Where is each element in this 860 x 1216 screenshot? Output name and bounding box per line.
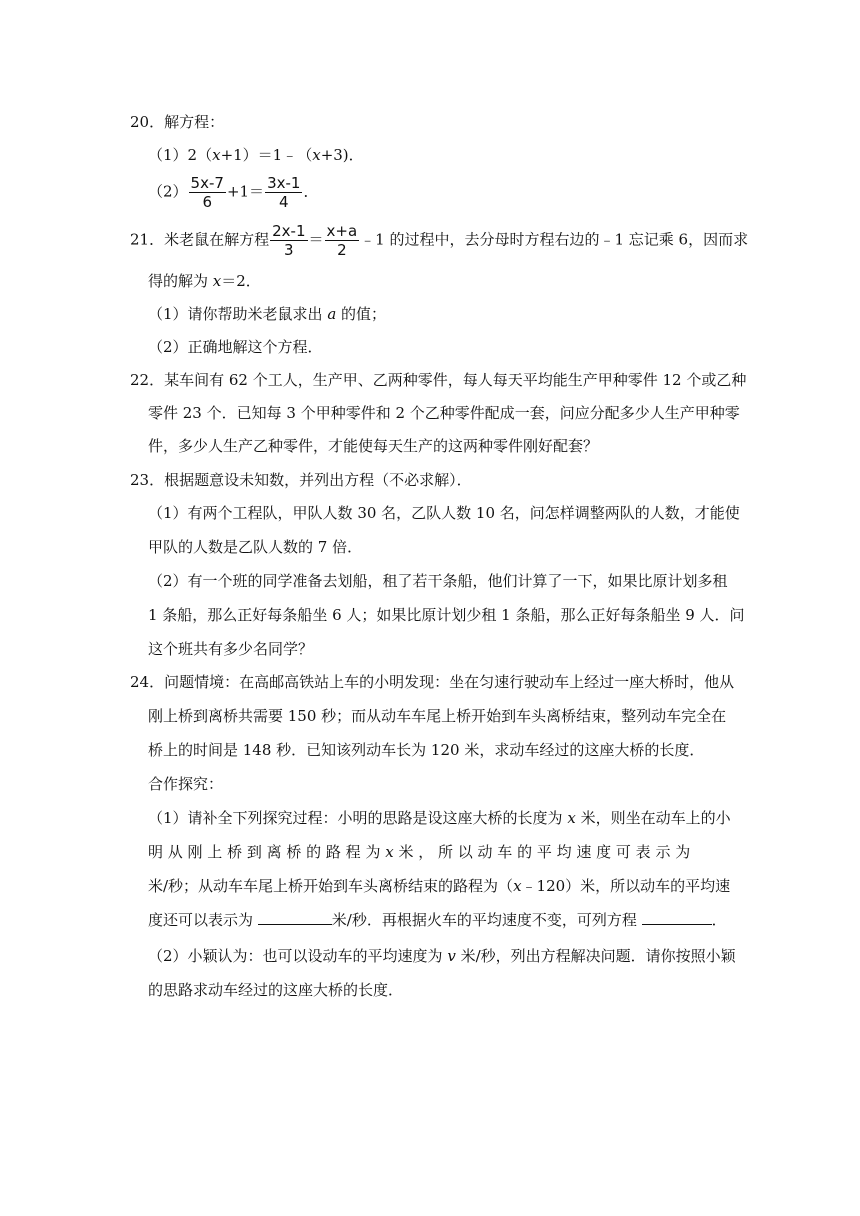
fraction-numerator: 2x-1 [272,222,306,240]
fraction [265,174,302,211]
q24-p2-line1 [148,946,736,966]
q24-p1-line3 [148,876,730,896]
q20-part1 [148,145,364,165]
fraction-numerator: x+a [326,222,358,240]
q24-coop: 合作探究： [148,775,224,793]
fraction-numerator: 5x-7 [190,174,224,192]
q21-text: 得的解为 [148,272,213,290]
q24-text: 米/秒，列出方程解决问题．请你按照小颖 [455,947,736,965]
q24-text: 米 ， 所 以 动 车 的 平 均 速 度 可 表 示 为 [393,843,691,861]
var-x: x [385,843,394,861]
q20-number: 20． [130,113,165,131]
q20-p2-text: ． [303,182,319,201]
q23-p2-line1: （2）有一个班的同学准备去划船，租了若干条船，他们计算了一下，如果比原计划多租 [148,572,728,590]
q24-text: （2）小颖认为：也可以设动车的平均速度为 [148,947,448,965]
q20-title: 解方程： [164,113,225,131]
var-x: x [212,272,222,290]
fraction-numerator: 3x-1 [267,174,301,192]
answer-blank[interactable] [258,910,332,925]
var-x: x [212,146,221,164]
q24-text: 米，则坐在动车上的小 [575,809,731,827]
q24-text: 明 从 刚 上 桥 到 离 桥 的 路 程 为 [148,843,386,861]
q21-p1-text: （1）请你帮助米老鼠求出 [148,305,328,323]
q21-text: ＝2． [221,272,261,290]
q23-p1-line2: 甲队的人数是乙队人数的 7 倍． [148,538,363,556]
q24-text: （1）请补全下列探究过程：小明的思路是设这座大桥的长度为 [148,809,568,827]
q24-text: 度还可以表示为 [148,911,258,929]
q24-text: ． [711,911,727,929]
q21-part2: （2）正确地解这个方程． [148,338,323,356]
q20-p1-text: +1）＝1﹣（ [220,146,313,164]
q21-p1-text: 的值； [336,305,387,323]
q20-p1-text: +3)． [320,146,364,164]
q21-part1 [148,304,386,324]
q24-line2: 刚上桥到离桥共需要 150 秒；而从动车车尾上桥开始到车头离桥结束，整列动车完全在 [148,707,727,725]
q24-text: 米/秒．再根据火车的平均速度不变，可列方程 [331,911,642,929]
q24-p1-line4 [148,910,727,930]
q22-line2: 零件 23 个．已知每 3 个甲种零件和 2 个乙种零件配成一套，问应分配多少人生产甲种零 [148,404,740,422]
q24-line1 [130,672,734,692]
q23-p2-line3: 这个班共有多少名同学？ [148,640,314,658]
fraction-denominator: 6 [202,193,213,211]
answer-blank[interactable] [642,910,712,925]
q23-number: 23． [130,471,165,489]
fraction-denominator: 2 [337,241,347,259]
q24-p2-line2: 的思路求动车经过的这座大桥的长度． [148,981,404,999]
q21-text: ＝ [308,230,324,249]
q20-heading [130,112,224,132]
var-x: x [567,809,576,827]
q22-line3: 件，多少人生产乙种零件，才能使每天生产的这两种零件刚好配套？ [148,437,599,455]
q20-p2-label: （2） [148,182,188,201]
q21-line1 [130,222,748,259]
q21-number: 21． [130,230,165,249]
q23-p2-line2: 1 条船，那么正好每条船坐 6 人；如果比原计划少租 1 条船，那么正好每条船坐 9 人．问 [148,606,745,624]
q24-number: 24． [130,673,165,691]
var-v: v [447,947,456,965]
q20-p1-label: （1） [148,146,188,164]
q22-number: 22． [130,371,165,389]
q21-text: 米老鼠在解方程 [164,230,270,249]
q20-p1-text: 2（ [187,146,213,164]
q24-text: 米/秒；从动车车尾上桥开始到车头离桥结束的路程为（ [148,877,514,895]
fraction [325,222,360,259]
q20-part2 [148,174,318,211]
q20-p2-text: +1＝ [226,182,265,201]
var-a: a [327,305,337,323]
fraction [189,174,226,211]
fraction [270,222,307,259]
q24-line3: 桥上的时间是 148 秒．已知该列动车长为 120 米，求动车经过的这座大桥的长度． [148,741,705,759]
q22-text: 某车间有 62 个工人，生产甲、乙两种零件，每人每天平均能生产甲种零件 12 个或乙种 [164,371,747,389]
q24-p1-line1 [148,808,731,828]
q24-text: ﹣120）米，所以动车的平均速 [521,877,731,895]
q23-p1-line1: （1）有两个工程队，甲队人数 30 名，乙队人数 10 名，问怎样调整两队的人数，才能使 [148,504,740,522]
q23-heading [130,470,472,490]
q22-line1 [130,370,746,390]
var-x: x [312,146,321,164]
q24-text: 问题情境：在高邮高铁站上车的小明发现：坐在匀速行驶动车上经过一座大桥时，他从 [164,673,735,691]
q21-text: ﹣1 的过程中，去分母时方程右边的﹣1 忘记乘 6，因而求 [360,230,749,249]
fraction-denominator: 4 [278,193,289,211]
q24-p1-line2 [148,842,690,862]
var-x: x [513,877,522,895]
q21-line2 [148,271,261,291]
fraction-denominator: 3 [284,241,294,259]
q23-title: 根据题意设未知数，并列出方程（不必求解）． [164,471,472,489]
